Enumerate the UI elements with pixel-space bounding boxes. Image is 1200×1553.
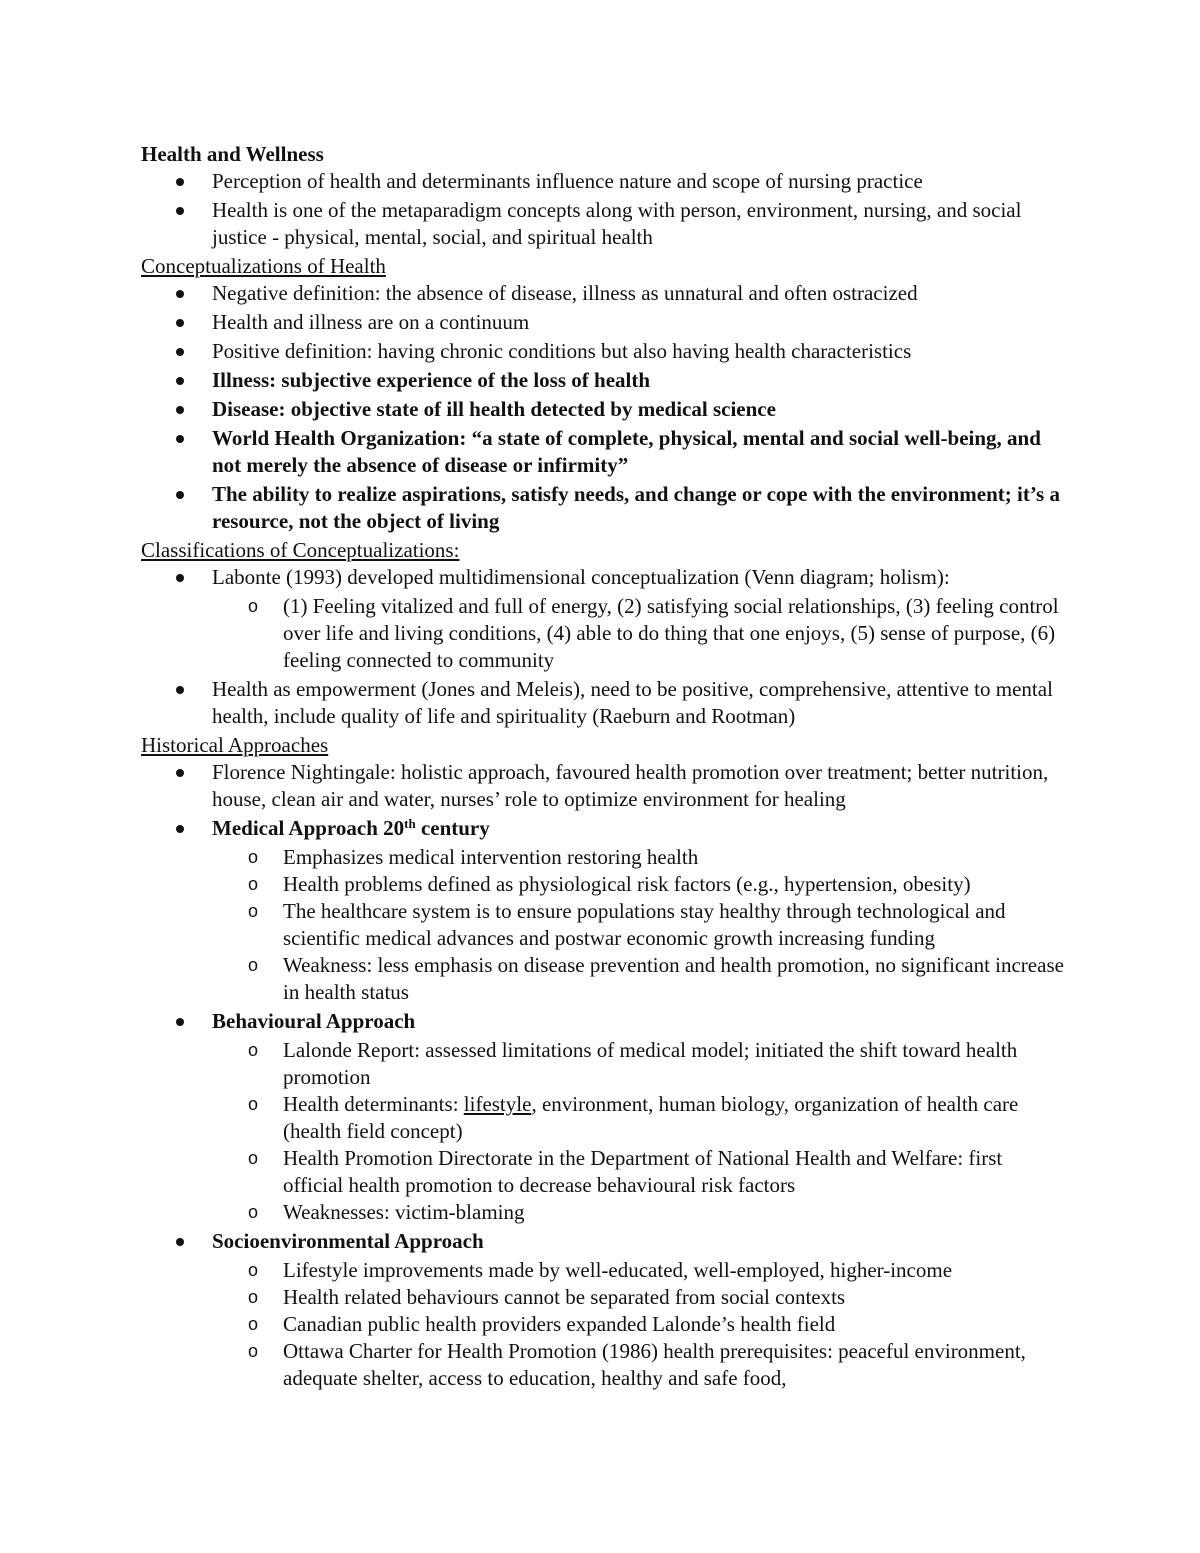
sub-list-item: o Weaknesses: victim-blaming bbox=[212, 1199, 1066, 1226]
section-heading-conceptualizations: Conceptualizations of Health bbox=[141, 254, 386, 278]
medical-approach-label bbox=[212, 816, 490, 840]
determinants-suffix: , environment, human biology, organization of health care (health field concept) bbox=[283, 1092, 1019, 1143]
sub-list-item: o Health related behaviours cannot be separated from social contexts bbox=[212, 1284, 1066, 1311]
list-item: Health and illness are on a continuum bbox=[141, 309, 1066, 336]
medical-label-end: century bbox=[415, 816, 490, 840]
sub-list-item: o Health Promotion Directorate in the Department of National Health and Welfare: first official health promotion to decrease behavioural risk factors bbox=[212, 1145, 1066, 1199]
list-item: Health is one of the metaparadigm concepts along with person, environment, nursing, and social justice - physical, mental, social, and spiritual health bbox=[141, 197, 1066, 251]
medical-label-text: Medical Approach 20 bbox=[212, 816, 405, 840]
list-item: Disease: objective state of ill health detected by medical science bbox=[141, 396, 1066, 423]
list-item: The ability to realize aspirations, satisfy needs, and change or cope with the environment; it’s a resource, not the object of living bbox=[141, 481, 1066, 535]
list-item: Florence Nightingale: holistic approach, favoured health promotion over treatment; better nutrition, house, clean air and water, nurses’ role to optimize environment for healing bbox=[141, 759, 1066, 813]
sub-list-item: o Lifestyle improvements made by well-educated, well-employed, higher-income bbox=[212, 1257, 1066, 1284]
list-item: Perception of health and determinants influence nature and scope of nursing practice bbox=[141, 168, 1066, 195]
document-content bbox=[141, 141, 1066, 1394]
sub-list-item: o Canadian public health providers expanded Lalonde’s health field bbox=[212, 1311, 1066, 1338]
list-item: Positive definition: having chronic conditions but also having health characteristics bbox=[141, 338, 1066, 365]
medical-label-sup: th bbox=[404, 816, 416, 831]
sub-list-item: o (1) Feeling vitalized and full of energy, (2) satisfying social relationships, (3) feeling control over life and living conditions, (4) able to do thing that one enjoys, (5) sense of purpose, (6) feeling connected to community bbox=[212, 593, 1066, 674]
list-item bbox=[141, 564, 1066, 674]
lifestyle-underlined: lifestyle bbox=[463, 1092, 532, 1116]
list-item: World Health Organization: “a state of complete, physical, mental and social well-being, and not merely the absence of disease or infirmity” bbox=[141, 425, 1066, 479]
list-item: Health as empowerment (Jones and Meleis), need to be positive, comprehensive, attentive to mental health, include quality of life and spirituality (Raeburn and Rootman) bbox=[141, 676, 1066, 730]
sub-list-item: o The healthcare system is to ensure populations stay healthy through technological and scientific medical advances and postwar economic growth increasing funding bbox=[212, 898, 1066, 952]
medical-approach-sublist bbox=[212, 844, 1066, 1006]
classifications-list bbox=[141, 564, 1066, 730]
list-item-medical-approach bbox=[141, 815, 1066, 1006]
sub-list-item bbox=[212, 1091, 1066, 1145]
sub-list-item: o Emphasizes medical intervention restoring health bbox=[212, 844, 1066, 871]
behavioural-approach-sublist bbox=[212, 1037, 1066, 1226]
list-item: Illness: subjective experience of the loss of health bbox=[141, 367, 1066, 394]
list-item-socioenvironmental-approach bbox=[141, 1228, 1066, 1392]
labonte-sublist bbox=[212, 593, 1066, 674]
list-item: Negative definition: the absence of disease, illness as unnatural and often ostracized bbox=[141, 280, 1066, 307]
sub-list-item: o Lalonde Report: assessed limitations of medical model; initiated the shift toward health promotion bbox=[212, 1037, 1066, 1091]
sub-list-item: o Health problems defined as physiological risk factors (e.g., hypertension, obesity) bbox=[212, 871, 1066, 898]
behavioural-approach-label: Behavioural Approach bbox=[212, 1009, 416, 1033]
sub-list-item: o Ottawa Charter for Health Promotion (1986) health prerequisites: peaceful environment, adequate shelter, access to education, healthy and safe food, bbox=[212, 1338, 1066, 1392]
section-heading-classifications: Classifications of Conceptualizations: bbox=[141, 538, 460, 562]
document-title: Health and Wellness bbox=[141, 142, 324, 166]
determinants-prefix: Health determinants: bbox=[283, 1092, 464, 1116]
labonte-text: Labonte (1993) developed multidimensional conceptualization (Venn diagram; holism): bbox=[212, 565, 950, 589]
list-item-behavioural-approach bbox=[141, 1008, 1066, 1226]
socioenvironmental-approach-sublist bbox=[212, 1257, 1066, 1392]
conceptualizations-list bbox=[141, 280, 1066, 535]
socioenvironmental-approach-label: Socioenvironmental Approach bbox=[212, 1229, 484, 1253]
sub-list-item: o Weakness: less emphasis on disease prevention and health promotion, no significant increase in health status bbox=[212, 952, 1066, 1006]
historical-list bbox=[141, 759, 1066, 1392]
intro-list bbox=[141, 168, 1066, 251]
section-heading-historical: Historical Approaches bbox=[141, 733, 329, 757]
